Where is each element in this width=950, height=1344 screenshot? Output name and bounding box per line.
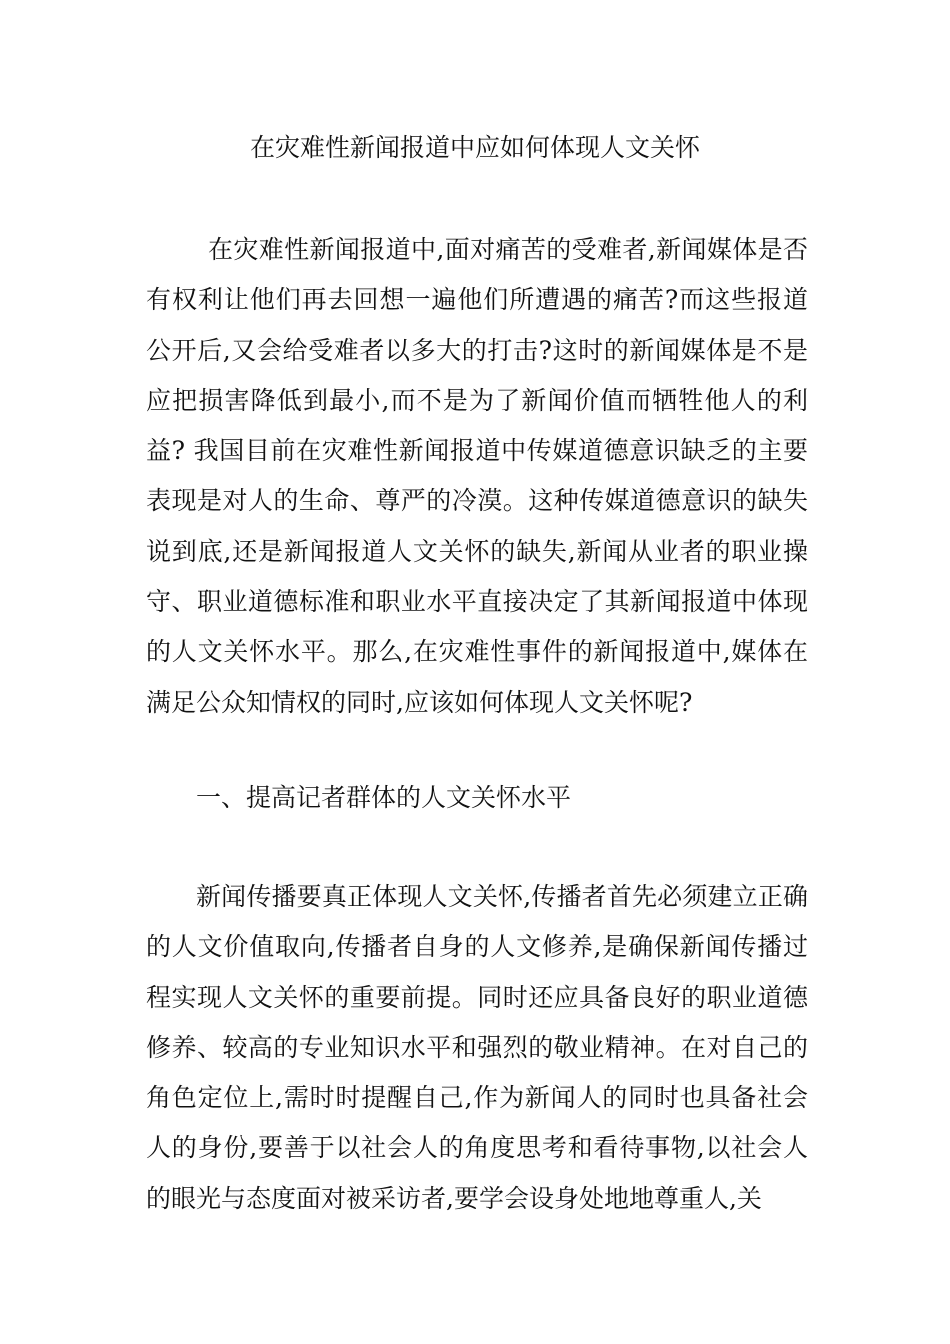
body-paragraph-2: 新闻传播要真正体现人文关怀,传播者首先必须建立正确的人文价值取向,传播者自身的人文修养,是确保新闻传播过程实现人文关怀的重要前提。同时还应具备良好的职业道德修养、较高的专业知识水平和强烈的敬业精神。在对自己的角色定位上,需时时提醒自己,作为新闻人的同时也具备社会人的身份,要善于以社会人的角度思考和看待事物,以社会人的眼光与态度面对被采访者,要学会设身处地地尊重人,关 (146, 882, 808, 1213)
body-paragraph-1: 在灾难性新闻报道中,面对痛苦的受难者,新闻媒体是否有权利让他们再去回想一遍他们所遭遇的痛苦?而这些报道公开后,又会给受难者以多大的打击?这时的新闻媒体是不是应把损害降低到最小,而不是为了新闻价值而牺牲他人的利益? 我国目前在灾难性新闻报道中传媒道德意识缺乏的主要表现是对人的生命、尊严的冷漠。这种传媒道德意识的缺失说到底,还是新闻报道人文关怀的缺失,新闻从业者的职业操守、职业道德标准和职业水平直接决定了其新闻报道中体现的人文关怀水平。那么,在灾难性事件的新闻报道中,媒体在满足公众知情权的同时,应该如何体现人文关怀呢? (146, 235, 808, 717)
section-heading-1: 一、提高记者群体的人文关怀水平 (196, 783, 572, 812)
document-title: 在灾难性新闻报道中应如何体现人文关怀 (249, 133, 700, 162)
